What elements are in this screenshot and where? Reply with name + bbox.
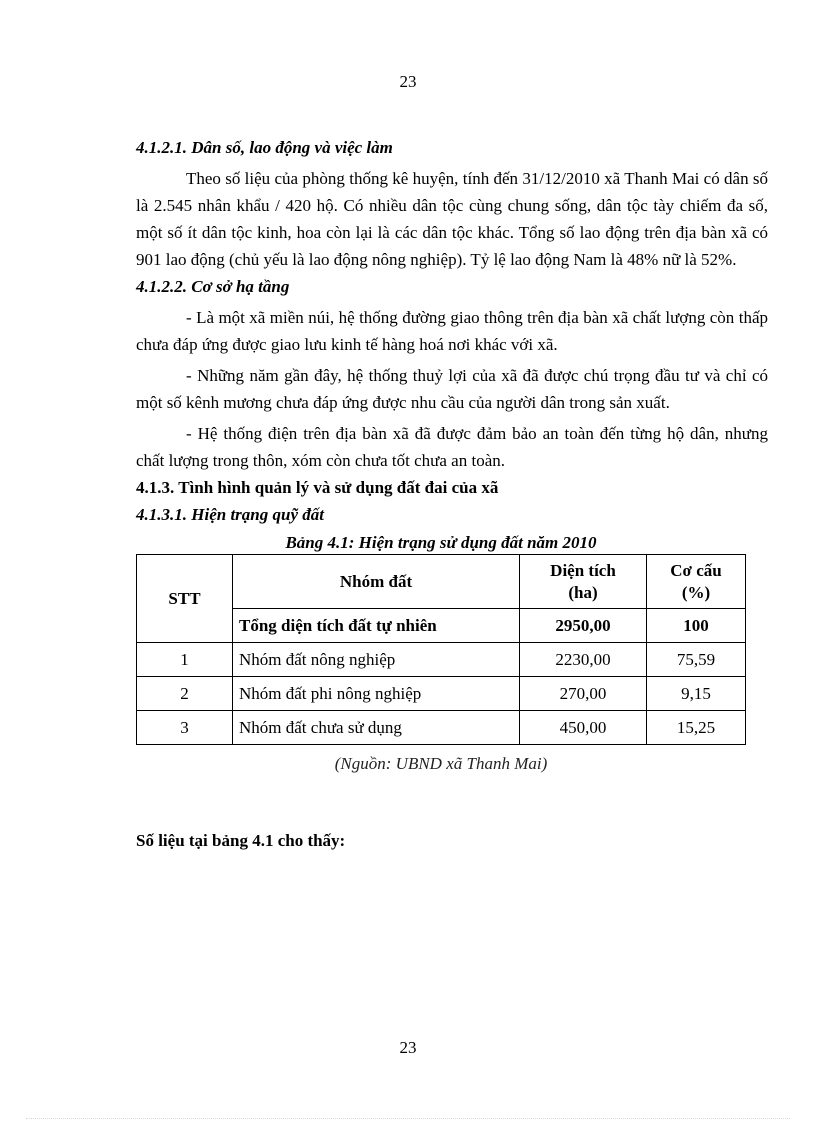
cell-group: Nhóm đất phi nông nghiệp bbox=[233, 677, 520, 711]
heading-land-fund: 4.1.3.1. Hiện trạng quỹ đất bbox=[136, 505, 324, 524]
conclusion-text: Số liệu tại bảng 4.1 cho thấy: bbox=[136, 831, 346, 850]
footer-page-number: 23 bbox=[399, 1038, 417, 1057]
cell-total-area: 2950,00 bbox=[520, 609, 647, 643]
cell-stt: 3 bbox=[137, 711, 233, 745]
header-share bbox=[647, 555, 746, 609]
cell-area: 270,00 bbox=[520, 677, 647, 711]
header-share-line1: Cơ cấu bbox=[670, 560, 722, 580]
heading-population: 4.1.2.1. Dân số, lao động và việc làm bbox=[136, 138, 393, 157]
cell-stt: 1 bbox=[137, 643, 233, 677]
table-row bbox=[137, 643, 746, 677]
document-body bbox=[136, 134, 768, 854]
heading-land-management: 4.1.3. Tình hình quản lý và sử dụng đất đai của xã bbox=[136, 478, 499, 497]
header-area-line2: (ha) bbox=[568, 582, 598, 602]
cell-area: 2230,00 bbox=[520, 643, 647, 677]
cell-stt: 2 bbox=[137, 677, 233, 711]
header-stt: STT bbox=[137, 555, 233, 643]
table-caption: Bảng 4.1: Hiện trạng sử dụng đất năm 2010 bbox=[285, 533, 597, 552]
cell-share: 15,25 bbox=[647, 711, 746, 745]
header-group: Nhóm đất bbox=[233, 555, 520, 609]
land-use-table bbox=[136, 554, 746, 745]
cell-total-share: 100 bbox=[647, 609, 746, 643]
cell-share: 9,15 bbox=[647, 677, 746, 711]
header-share-line2: (%) bbox=[681, 582, 711, 602]
paragraph-roads: - Là một xã miền núi, hệ thống đường giao thông trên địa bàn xã chất lượng còn thấp chưa đáp ứng được giao lưu kinh tế hàng hoá nơi khác với xã. bbox=[136, 308, 768, 354]
header-area bbox=[520, 555, 647, 609]
header-area-line1: Diện tích bbox=[550, 560, 616, 580]
paragraph-population: Theo số liệu của phòng thống kê huyện, tính đến 31/12/2010 xã Thanh Mai có dân số là 2.545 nhân khẩu / 420 hộ. Có nhiều dân tộc cùng chung sống, dân tộc tày chiếm đa số, một số ít dân tộc kinh, hoa còn lại là các dân tộc khác. Tổng số lao động trên địa bàn xã có 901 lao động (chủ yếu là lao động nông nghiệp). Tỷ lệ lao động Nam là 48% nữ là 52%. bbox=[136, 169, 768, 269]
cell-group: Nhóm đất nông nghiệp bbox=[233, 643, 520, 677]
table-row bbox=[137, 711, 746, 745]
header-page-number: 23 bbox=[399, 72, 417, 91]
paragraph-irrigation: - Những năm gần đây, hệ thống thuỷ lợi của xã đã được chú trọng đầu tư và chỉ có một số kênh mương chưa đáp ứng được nhu cầu của người dân trong sản xuất. bbox=[136, 366, 768, 412]
cell-total-label: Tổng diện tích đất tự nhiên bbox=[233, 609, 520, 643]
cell-share: 75,59 bbox=[647, 643, 746, 677]
table-row bbox=[137, 677, 746, 711]
paragraph-electricity: - Hệ thống điện trên địa bàn xã đã được đảm bảo an toàn đến từng hộ dân, nhưng chất lượng trong thôn, xóm còn chưa tốt chưa an toàn. bbox=[136, 424, 768, 470]
cell-area: 450,00 bbox=[520, 711, 647, 745]
cell-group: Nhóm đất chưa sử dụng bbox=[233, 711, 520, 745]
table-source-note: (Nguồn: UBND xã Thanh Mai) bbox=[334, 754, 548, 773]
heading-infrastructure: 4.1.2.2. Cơ sở hạ tầng bbox=[136, 277, 290, 296]
page-bottom-divider bbox=[26, 1118, 790, 1119]
